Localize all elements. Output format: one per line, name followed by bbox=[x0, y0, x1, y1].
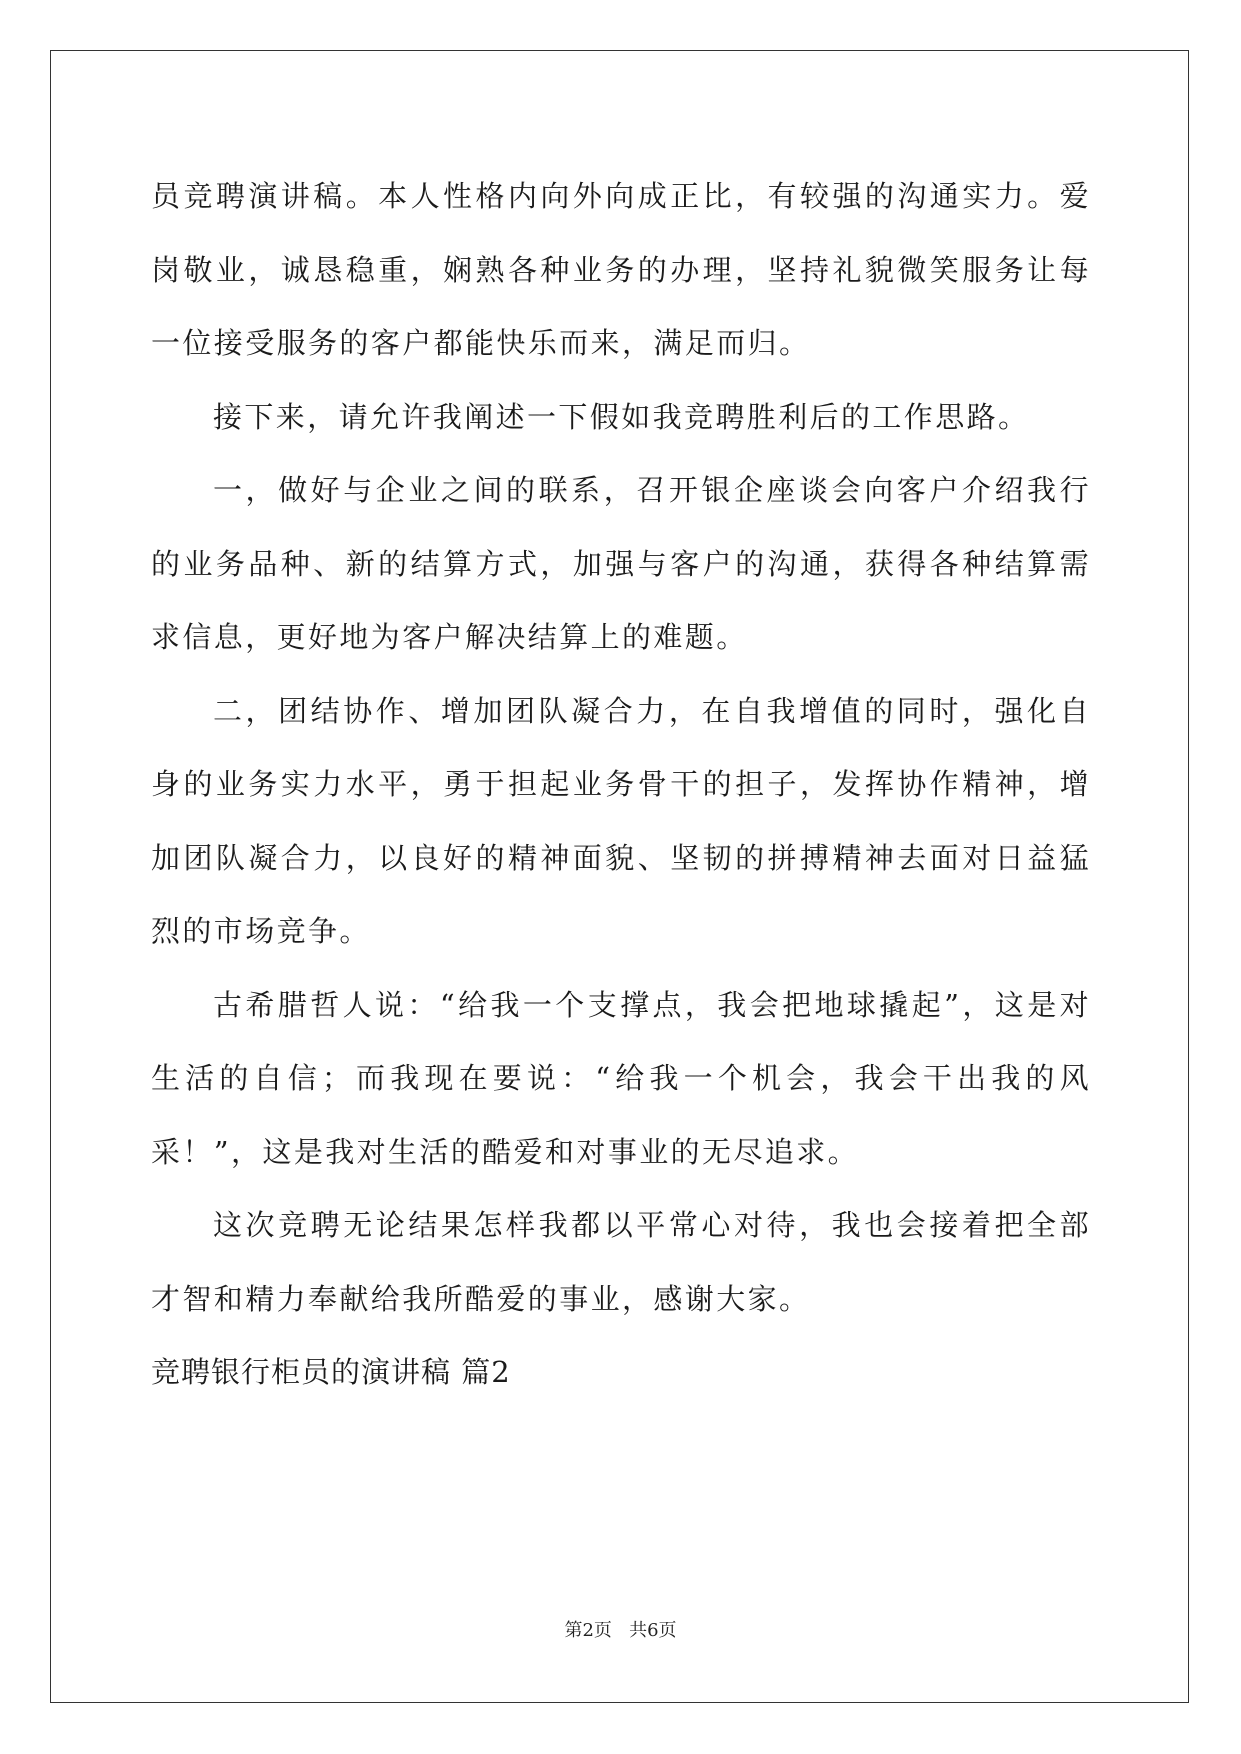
paragraph: 二，团结协作、增加团队凝合力，在自我增值的同时，强化自身的业务实力水平，勇于担起业务骨干的担子，发挥协作精神，增加团队凝合力，以良好的精神面貌、坚韧的拼搏精神去面对日益猛烈的市场竞争。 bbox=[151, 693, 1091, 948]
page-total: 共6页 bbox=[629, 1620, 677, 1641]
page-footer bbox=[0, 1616, 1241, 1642]
paragraph: 这次竞聘无论结果怎样我都以平常心对待，我也会接着把全部才智和精力奉献给我所酷爱的事业，感谢大家。 bbox=[151, 1208, 1091, 1316]
document-body bbox=[151, 160, 1091, 1410]
page-number: 第2页 bbox=[564, 1620, 612, 1641]
paragraph: 一，做好与企业之间的联系，召开银企座谈会向客户介绍我行的业务品种、新的结算方式，加强与客户的沟通，获得各种结算需求信息，更好地为客户解决结算上的难题。 bbox=[151, 473, 1091, 654]
section-heading: 竞聘银行柜员的演讲稿 篇2 bbox=[151, 1355, 511, 1389]
paragraph: 古希腊哲人说：“给我一个支撑点，我会把地球撬起”，这是对生活的自信；而我现在要说：“给我一个机会，我会干出我的风采！”，这是我对生活的酷爱和对事业的无尽追求。 bbox=[151, 987, 1091, 1169]
paragraph: 接下来，请允许我阐述一下假如我竞聘胜利后的工作思路。 bbox=[213, 399, 1030, 434]
paragraph: 员竞聘演讲稿。本人性格内向外向成正比，有较强的沟通实力。爱岗敬业，诚恳稳重，娴熟各种业务的办理，坚持礼貌微笑服务让每一位接受服务的客户都能快乐而来，满足而归。 bbox=[151, 179, 1091, 360]
